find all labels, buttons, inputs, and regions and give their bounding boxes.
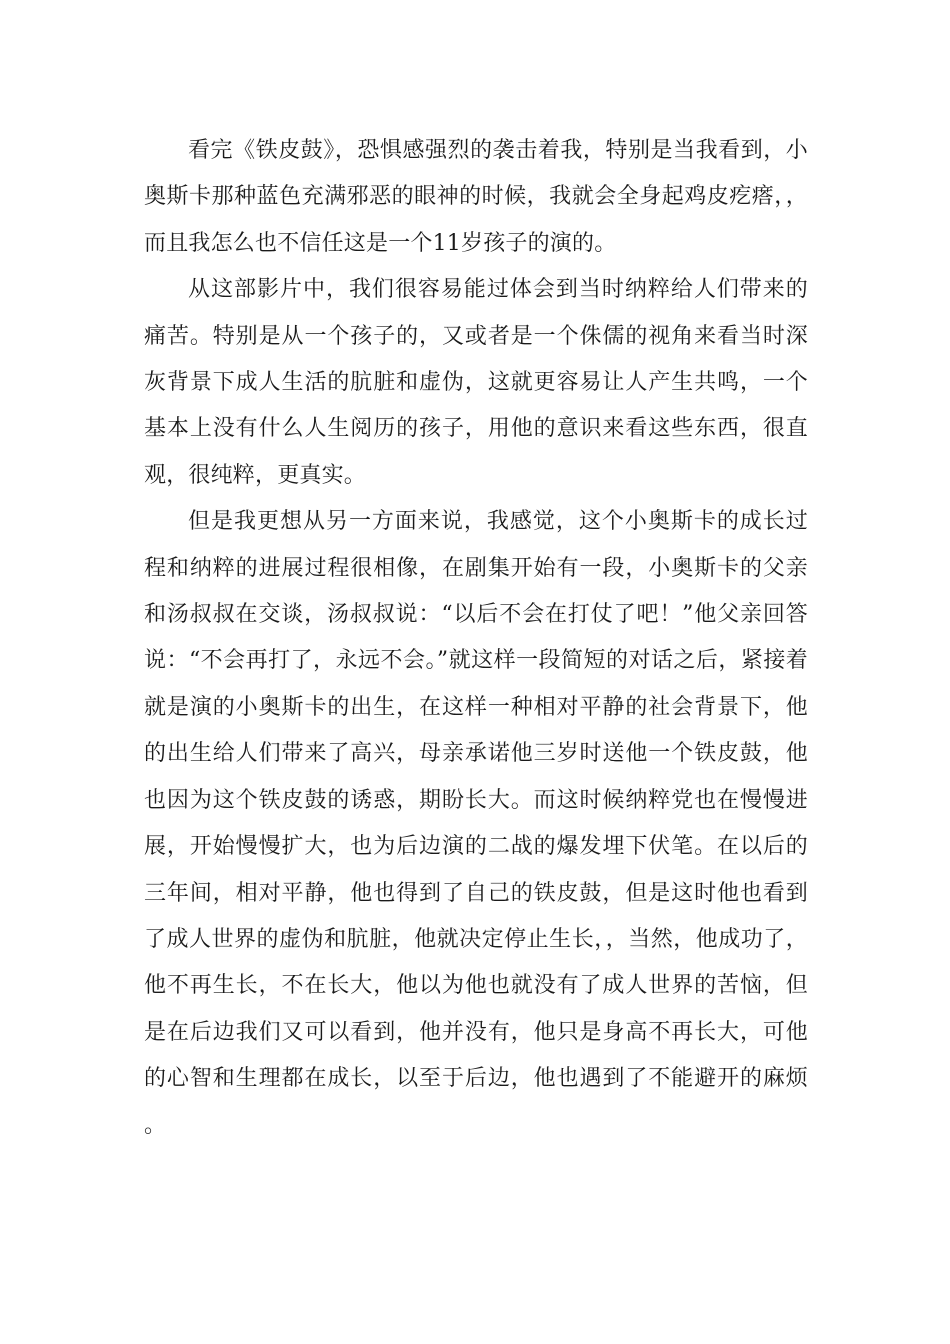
paragraph-3: 但是我更想从另一方面来说，我感觉，这个小奥斯卡的成长过程和纳粹的进展过程很相像，在剧集开始有一段，小奥斯卡的父亲和汤叔叔在交谈，汤叔叔说：“以后不会在打仗了吧！”他父亲回答说：“不会再打了，永远不会。”就这样一段简短的对话之后，紧接着就是演的小奥斯卡的出生，在这样一种相对平静的社会背景下，他的出生给人们带来了高兴，母亲承诺他三岁时送他一个铁皮鼓，他也因为这个铁皮鼓的诱惑，期盼长大。而这时候纳粹党也在慢慢进展，开始慢慢扩大，也为后边演的二战的爆发埋下伏笔。在以后的三年间，相对平静，他也得到了自己的铁皮鼓，但是这时他也看到了成人世界的虚伪和肮脏，他就决定停止生长，，当然，他成功了，他不再生长，不在长大，他以为他也就没有了成人世界的苦恼，但是在后边我们又可以看到，他并没有，他只是身高不再长大，可他的心智和生理都在成长，以至于后边，他也遇到了不能避开的麻烦。 — [144, 509, 808, 1138]
paragraph-1: 看完《铁皮鼓》，恐惧感强烈的袭击着我，特别是当我看到，小奥斯卡那种蓝色充满邪恶的眼神的时候，我就会全身起鸡皮疙瘩，，而且我怎么也不信任这是一个11岁孩子的演的。 — [144, 138, 808, 256]
document-body — [144, 128, 808, 1149]
paragraph-2: 从这部影片中，我们很容易能过体会到当时纳粹给人们带来的痛苦。特别是从一个孩子的，又或者是一个侏儒的视角来看当时深灰背景下成人生活的肮脏和虚伪，这就更容易让人产生共鸣，一个基本上没有什么人生阅历的孩子，用他的意识来看这些东西，很直观，很纯粹，更真实。 — [144, 277, 808, 488]
